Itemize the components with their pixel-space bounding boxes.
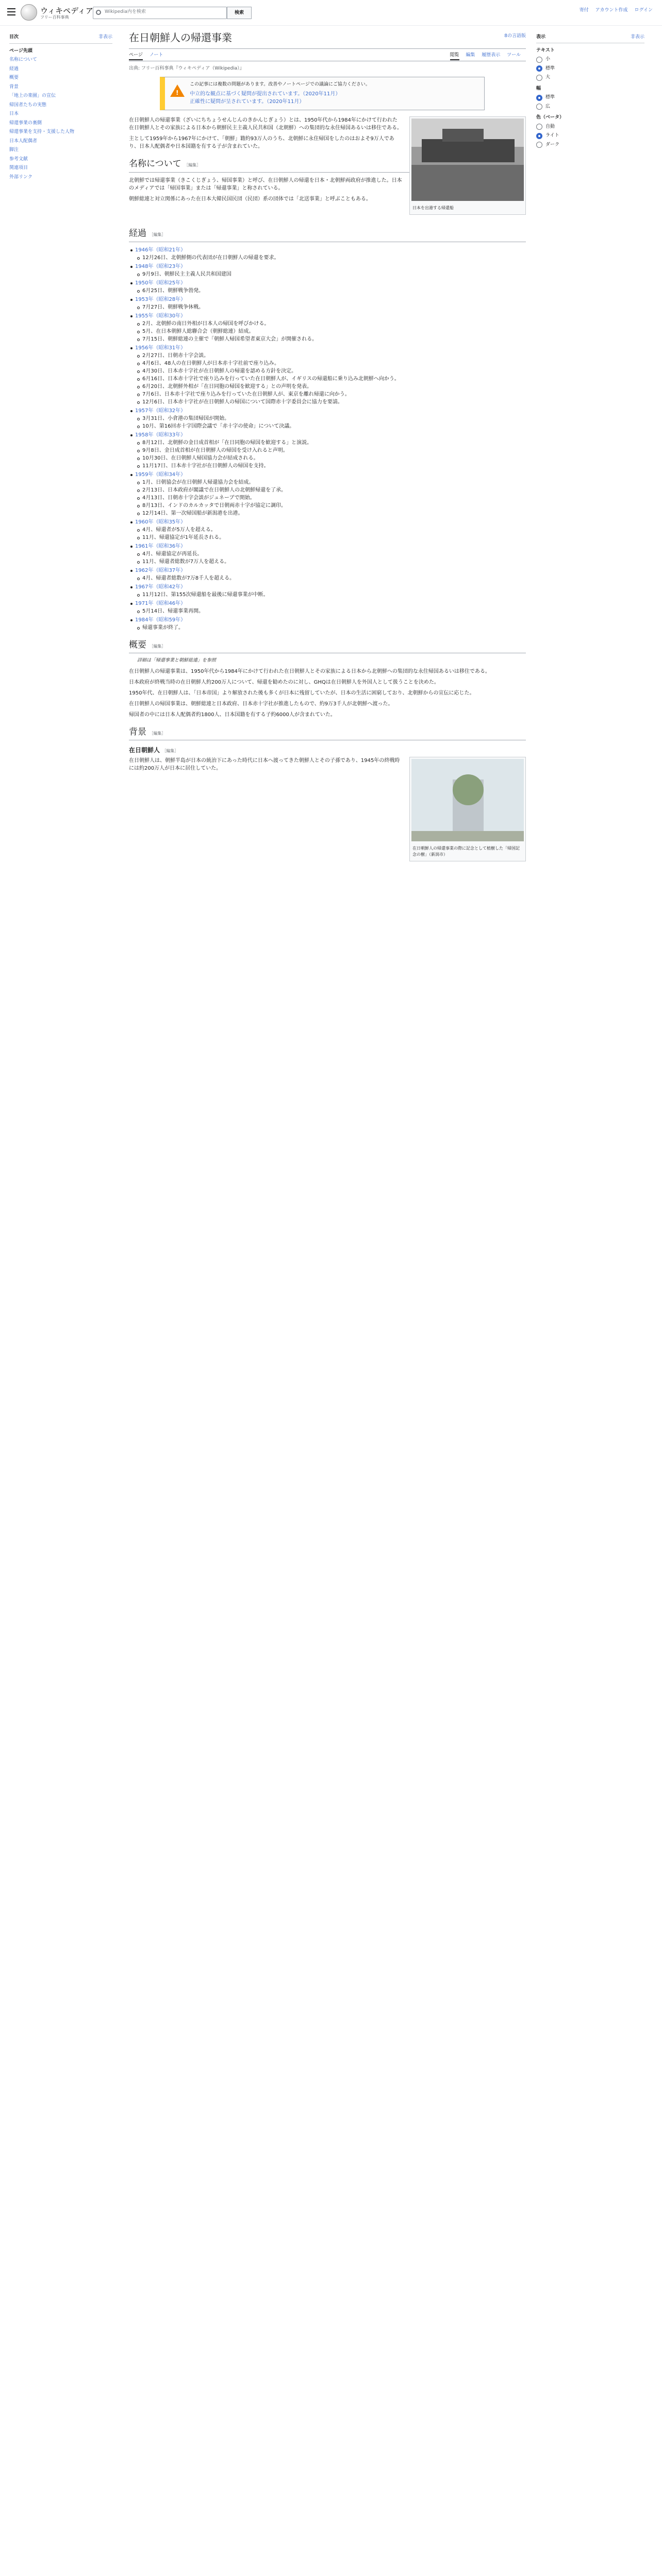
edit-link[interactable]: ［編集］ [149, 731, 166, 736]
overview-paragraph: 在日朝鮮人の帰国事業は、朝鮮総連と日本政府、日本赤十字社が推進したもので、約9万3千人が北朝鮮へ渡った。 [129, 701, 393, 707]
history-event: 4月、帰還協定が再延長。 [135, 550, 526, 558]
toc-header [9, 34, 112, 44]
issues-notice [160, 77, 485, 111]
toc-item[interactable]: 概要 [9, 75, 19, 80]
intro-paragraph: 在日朝鮮人の帰還事業（ざいにちちょうせんじんのきかんじぎょう）とは、1950年代から1984年にかけて行われた在日朝鮮人とその家族による日本から朝鮮民主主義人民共和国（北朝鮮）への集団的な永住帰国あるいは移住である。 [129, 117, 402, 131]
radio-icon [536, 124, 542, 130]
appearance-title: 表示 [536, 35, 546, 40]
history-event: 4月、帰還者が5万人を超える。 [135, 526, 526, 534]
ship-figure [409, 116, 526, 215]
history-year [129, 583, 526, 599]
year-link[interactable]: 1961年（昭和36年） [135, 543, 186, 549]
history-year [129, 246, 526, 262]
toc-item[interactable]: 関連項目 [9, 165, 28, 171]
toc-item[interactable]: 日本人配偶者 [9, 138, 38, 144]
top-header [0, 0, 662, 26]
history-event: 7月6日、日本赤十字社で座り込みを行っていた在日朝鮮人が、東京を離れ帰還に向かう。 [135, 391, 526, 398]
naming-paragraph: 北朝鮮では帰還事業（きこくじぎょう、帰国事業）と呼び、在日朝鮮人の帰還を日本・北朝鮮両政府が推進した。日本のメディアでは「帰国事業」または「帰還事業」と称されている。 [129, 177, 402, 191]
page-title-row [129, 28, 526, 49]
history-year [129, 312, 526, 343]
history-year [129, 616, 526, 632]
page-tabs [129, 49, 526, 61]
section-history [129, 227, 526, 242]
history-event: 7月15日、朝鮮総連の主催で「朝鮮人帰国希望者東京大会」が開催される。 [135, 335, 526, 343]
radio-label: ダーク [545, 142, 560, 147]
history-event: 3月31日、小倉港の集団帰国が開始。 [135, 415, 526, 422]
tree-photo[interactable] [411, 759, 524, 841]
history-year [129, 543, 526, 566]
toc-item[interactable]: 帰還事業を支持・支援した人物 [9, 129, 75, 134]
width-standard[interactable] [536, 94, 644, 101]
history-event: 8月13日、インドのカルカッタで日朝両赤十字が協定に調印。 [135, 502, 526, 510]
history-event: 帰還事業が終了。 [135, 624, 526, 632]
year-link[interactable]: 1962年（昭和37年） [135, 567, 186, 573]
subsection-title: 在日朝鮮人 [129, 747, 160, 754]
edit-link[interactable]: ［編集］ [162, 749, 179, 753]
toc-item[interactable]: 外部リンク [9, 174, 32, 180]
year-link[interactable]: 1948年（昭和23年） [135, 263, 186, 269]
login-link[interactable]: ログイン [634, 8, 653, 13]
history-event: 12月14日、第一次帰国船が新潟港を出港。 [135, 510, 526, 517]
wikipedia-logo-icon[interactable] [21, 4, 37, 21]
color-light[interactable] [536, 132, 644, 140]
search-button[interactable]: 検索 [227, 7, 252, 19]
toc-item[interactable]: 脚注 [9, 147, 19, 152]
history-event: 6月16日、日本赤十字社で座り込みを行っていた在日朝鮮人が、イギリスの帰還船に乗り込み北朝鮮へ向かう。 [135, 375, 526, 383]
tab-edit[interactable]: 編集 [466, 53, 475, 58]
tab-talk[interactable]: ノート [149, 53, 163, 58]
toc-item[interactable]: 参考文献 [9, 156, 28, 162]
text-size-standard[interactable] [536, 65, 644, 73]
history-event: 5月14日、帰還事業再開。 [135, 607, 526, 615]
edit-link[interactable]: ［編集］ [184, 163, 201, 167]
year-link[interactable]: 1958年（昭和33年） [135, 432, 186, 438]
section-naming-title: 名称について [129, 159, 181, 169]
year-link[interactable]: 1959年（昭和34年） [135, 471, 186, 478]
year-link[interactable]: 1956年（昭和31年） [135, 345, 186, 351]
overview-paragraph: 帰国者の中には日本人配偶者約1800人、日本国籍を有する子約6000人が含まれていた。 [129, 711, 336, 718]
history-event: 8月12日、北朝鮮の金日成首相が「在日同胞の帰国を歓迎する」と演説。 [135, 439, 526, 447]
color-label: 色（ベータ） [536, 115, 565, 120]
radio-label: 広 [545, 104, 551, 109]
toc-item[interactable]: 「地上の楽園」の宣伝 [9, 93, 56, 98]
year-link[interactable]: 1960年（昭和35年） [135, 519, 186, 525]
radio-icon [536, 142, 542, 148]
radio-icon [536, 57, 542, 63]
tree-caption: 在日朝鮮人の帰還事業の際に記念として植樹した「帰国記念の樹」（新潟市） [412, 846, 520, 857]
edit-link[interactable]: ［編集］ [149, 643, 166, 649]
notice-item[interactable]: 正確性に疑問が呈されています。（2020年11月） [190, 99, 305, 105]
history-event: 4月、帰還者総数が7万8千人を超える。 [135, 574, 526, 582]
history-event: 11月、帰還協定が1年延長される。 [135, 534, 526, 541]
toc-title: 目次 [9, 35, 19, 40]
text-size-label: テキスト [536, 47, 555, 53]
background-paragraph: 在日朝鮮人は、朝鮮半島が日本の統治下にあった時代に日本へ渡ってきた朝鮮人とその子孫であり、1945年の終戦時には約200万人が日本に居住していた。 [129, 758, 400, 771]
appearance-header [536, 34, 644, 43]
history-event: 6月25日、朝鮮戦争勃発。 [135, 287, 526, 295]
radio-label: 大 [545, 75, 551, 80]
history-event: 10月30日、在日朝鮮人帰国協力会が結成される。 [135, 454, 526, 462]
search-input[interactable]: Wikipedia内を検索 [93, 7, 227, 19]
history-event: 11月、帰還者総数が7万人を超える。 [135, 558, 526, 566]
history-year [129, 600, 526, 615]
tab-history[interactable]: 履歴表示 [482, 53, 501, 58]
appearance-hide-button[interactable]: 非表示 [630, 35, 644, 40]
notice-text: この記事には複数の問題があります。改善やノートページでの議論にご協力ください。 [190, 81, 370, 87]
main-content [129, 28, 526, 867]
history-event: 2月13日、日本政府が閣議で在日朝鮮人の北朝鮮帰還を了承。 [135, 486, 526, 494]
tab-tools[interactable]: ツール [507, 53, 521, 58]
logo-wordmark[interactable]: ウィキペディア [40, 6, 93, 15]
toc-item[interactable]: 日本 [9, 111, 19, 116]
history-event: 4月30日、日本赤十字社が在日朝鮮人の帰還を認める方針を決定。 [135, 367, 526, 375]
year-link[interactable]: 1984年（昭和59年） [135, 617, 186, 623]
text-size-large[interactable] [536, 74, 644, 81]
tab-page[interactable]: ページ [129, 53, 143, 60]
toc-item[interactable]: ページ先頭 [9, 48, 32, 54]
naming-paragraph-2: 朝鮮総連と対立関係にあった在日本大韓民国民団（民団）系の団体では「北送事業」と呼ぶこともある。 [129, 196, 371, 202]
history-year [129, 431, 526, 470]
radio-selected-icon [536, 133, 542, 139]
section-background [129, 726, 526, 741]
source-line: 出典: フリー百科事典『ウィキペディア（Wikipedia）』 [129, 66, 244, 71]
tree-figure [409, 757, 526, 861]
toc-hide-button[interactable]: 非表示 [98, 35, 112, 40]
history-event: 12月6日、日本赤十字社が在日朝鮮人の帰国について国際赤十字委員会に協力を要請。 [135, 398, 526, 406]
history-year [129, 518, 526, 541]
history-event: 12月26日、北朝鮮側の代表団が在日朝鮮人の帰還を要求。 [135, 254, 526, 262]
width-wide[interactable] [536, 104, 644, 111]
toc-item[interactable]: 帰還事業の裏側 [9, 120, 42, 126]
ship-photo[interactable] [411, 118, 524, 201]
radio-selected-icon [536, 95, 542, 101]
user-links [574, 7, 653, 14]
appearance-panel [536, 34, 644, 150]
radio-label: 自動 [545, 124, 555, 129]
history-list [129, 246, 526, 632]
history-event: 2月、北朝鮮の南日外相が日本人の帰国を呼びかける。 [135, 320, 526, 328]
toc-item[interactable]: 背景 [9, 84, 19, 90]
subsection-zainichi [129, 745, 526, 755]
history-event: 5月、在日本朝鮮人総聯合会（朝鮮総連）結成。 [135, 328, 526, 335]
toc-sidebar [9, 34, 112, 182]
text-size-small[interactable] [536, 56, 644, 63]
history-event: 7月27日、朝鮮戦争休戦。 [135, 303, 526, 311]
intro-paragraph-2: 主として1959年から1967年にかけて、「朝鮮」籍約93万人のうち、北朝鮮に永住帰国をしたのはおよそ9万人であり、日本人配偶者や日本国籍を有する子が含まれていた。 [129, 136, 394, 149]
radio-label: ライト [545, 133, 559, 138]
history-event: 2月27日、日朝赤十字会談。 [135, 352, 526, 360]
ship-caption: 日本を出港する帰還船 [412, 206, 454, 210]
history-year [129, 279, 526, 295]
overview-paragraph: 日本政府が終戦当時の在日朝鮮人約200万人について、帰還を勧めたのに対し、GHQは在日朝鮮人を外国人として扱うことを決めた。 [129, 679, 439, 685]
history-year [129, 471, 526, 517]
toc-item[interactable]: 経過 [9, 66, 19, 72]
overview-hatnote: 詳細は「帰還事業と朝鮮総連」を参照 [137, 658, 217, 663]
section-overview [129, 639, 526, 654]
year-link[interactable]: 1950年（昭和25年） [135, 280, 186, 286]
radio-label: 標準 [545, 95, 555, 100]
year-link[interactable]: 1971年（昭和46年） [135, 600, 186, 606]
radio-icon [536, 104, 542, 110]
page-title: 在日朝鮮人の帰還事業 [129, 31, 232, 44]
year-link[interactable]: 1946年（昭和21年） [135, 247, 186, 253]
language-button[interactable]: 8の言語版 [504, 33, 526, 39]
radio-icon [536, 75, 542, 81]
radio-selected-icon [536, 65, 542, 72]
history-event: 6月20日、北朝鮮外相が「在日同胞の帰国を歓迎する」との声明を発表。 [135, 383, 526, 391]
history-event: 1月、日朝協会が在日朝鮮人帰還協力会を結成。 [135, 479, 526, 486]
history-event: 11月12日、第155次帰還船を最後に帰還事業が中断。 [135, 591, 526, 599]
section-history-title: 経過 [129, 228, 146, 239]
radio-label: 標準 [545, 65, 555, 71]
color-auto[interactable] [536, 124, 644, 131]
history-year [129, 407, 526, 430]
edit-link[interactable]: ［編集］ [149, 232, 166, 237]
section-background-title: 背景 [129, 726, 146, 737]
year-link[interactable]: 1967年（昭和42年） [135, 584, 186, 590]
warning-exclaim-icon: ! [176, 89, 179, 96]
history-event: 11月17日、日本赤十字社が在日朝鮮人の帰国を支持。 [135, 462, 526, 470]
create-account-link[interactable]: アカウント作成 [595, 8, 628, 13]
history-year [129, 296, 526, 311]
tab-read[interactable]: 閲覧 [450, 53, 459, 60]
year-link[interactable]: 1957年（昭和32年） [135, 408, 186, 414]
overview-paragraphs [129, 668, 526, 719]
section-overview-title: 概要 [129, 639, 146, 650]
history-year [129, 344, 526, 406]
history-event: 10月、第16回赤十字国際会議で「赤十字の使命」について決議。 [135, 422, 526, 430]
notice-item[interactable]: 中立的な観点に基づく疑問が提出されています。（2020年11月） [190, 91, 341, 97]
year-link[interactable]: 1955年（昭和30年） [135, 313, 186, 319]
history-event: 9月9日、朝鮮民主主義人民共和国建国 [135, 270, 526, 278]
color-dark[interactable] [536, 142, 644, 149]
toc-item[interactable]: 帰国者たちの実態 [9, 102, 47, 108]
radio-label: 小 [545, 57, 551, 62]
history-event: 4月6日、48人の在日朝鮮人が日本赤十字社前で座り込み。 [135, 360, 526, 367]
history-year [129, 567, 526, 582]
overview-paragraph: 在日朝鮮人の帰還事業は、1950年代から1984年にかけて行われた在日朝鮮人とその家族による日本から北朝鮮への集団的な永住帰国あるいは移住である。 [129, 668, 490, 674]
width-label: 幅 [536, 86, 541, 91]
menu-icon[interactable] [7, 8, 15, 15]
history-year [129, 263, 526, 278]
history-event: 9月8日、金日成首相が在日朝鮮人の帰国を受け入れると声明。 [135, 447, 526, 454]
logo-tagline: フリー百科事典 [40, 15, 69, 20]
toc-item[interactable]: 名称について [9, 57, 37, 62]
overview-paragraph: 1950年代、在日朝鮮人は、「日本帝国」より解放された後も多くが日本に残留していたが、日本の生活に困窮しており、北朝鮮からの宣伝に応じた。 [129, 690, 475, 696]
history-event: 4月13日、日朝赤十字会談がジュネーブで開始。 [135, 494, 526, 502]
year-link[interactable]: 1953年（昭和28年） [135, 296, 186, 302]
donate-link[interactable]: 寄付 [579, 8, 589, 13]
